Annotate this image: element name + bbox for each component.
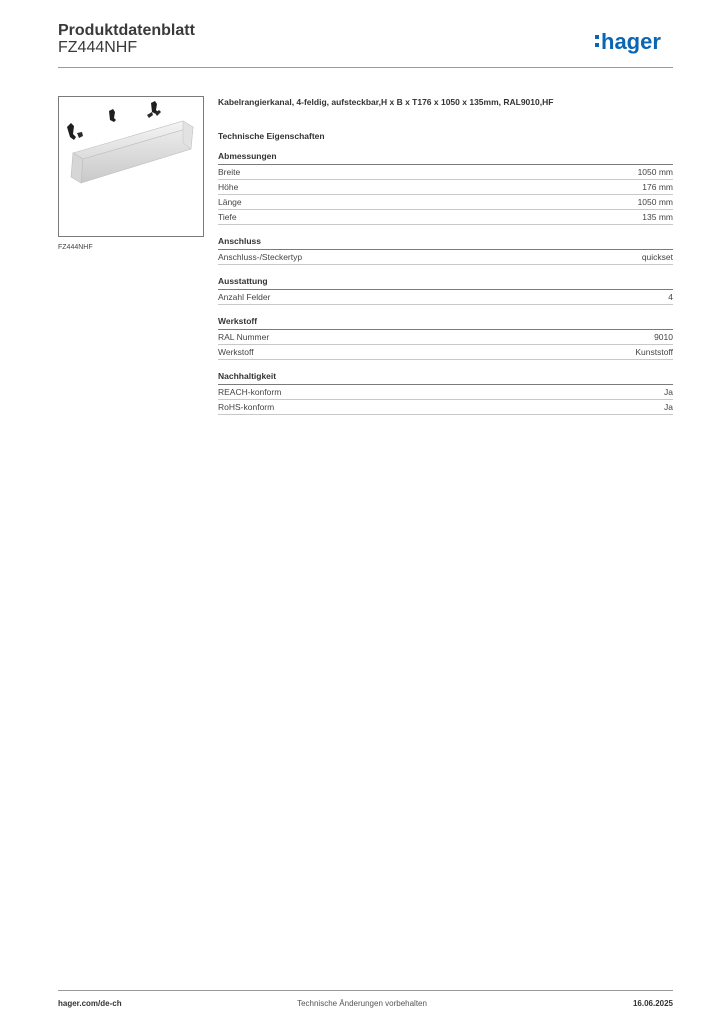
footer-notice: Technische Änderungen vorbehalten xyxy=(297,999,427,1008)
spec-label: RoHS-konform xyxy=(218,402,275,412)
spec-label: Anschluss-/Steckertyp xyxy=(218,252,303,262)
page-title: Produktdatenblatt xyxy=(58,22,195,39)
spec-value: quickset xyxy=(641,252,673,262)
product-code: FZ444NHF xyxy=(58,39,138,56)
spec-label: Tiefe xyxy=(218,212,237,222)
spec-row xyxy=(218,180,673,195)
spec-row xyxy=(218,210,673,225)
section-heading: Technische Eigenschaften xyxy=(218,131,325,141)
spec-group-anschluss xyxy=(218,235,673,265)
product-description: Kabelrangierkanal, 4-feldig, aufsteckbar,H x B x T176 x 1050 x 135mm, RAL9010,HF xyxy=(218,97,554,107)
spec-value: 1050 mm xyxy=(637,197,673,207)
footer-date: 16.06.2025 xyxy=(632,999,673,1008)
spec-row xyxy=(218,195,673,210)
spec-group-ausstattung xyxy=(218,275,673,305)
spec-group-title: Abmessungen xyxy=(218,150,673,165)
spec-label: REACH-konform xyxy=(218,387,282,397)
spec-group-nachhaltigkeit xyxy=(218,370,673,415)
spec-value: 135 mm xyxy=(642,212,673,222)
header-divider xyxy=(58,67,673,68)
spec-row xyxy=(218,345,673,360)
spec-label: RAL Nummer xyxy=(218,332,270,342)
spec-label: Länge xyxy=(218,197,242,207)
spec-row xyxy=(218,250,673,265)
logo-text: hager xyxy=(601,29,661,54)
hager-logo[interactable] xyxy=(595,25,675,59)
spec-row xyxy=(218,385,673,400)
spec-group-title: Werkstoff xyxy=(218,315,673,330)
spec-value: 4 xyxy=(668,292,673,302)
spec-group-werkstoff xyxy=(218,315,673,360)
spec-label: Anzahl Felder xyxy=(218,292,271,302)
spec-group-title: Anschluss xyxy=(218,235,673,250)
spec-row xyxy=(218,330,673,345)
image-caption: FZ444NHF xyxy=(58,244,93,251)
spec-group-title: Nachhaltigkeit xyxy=(218,370,673,385)
cable-duct-product-image xyxy=(59,97,203,236)
spec-label: Werkstoff xyxy=(218,347,254,357)
spec-group-title: Ausstattung xyxy=(218,275,673,290)
spec-group-abmessungen xyxy=(218,150,673,225)
footer-divider xyxy=(58,990,673,991)
spec-value: Ja xyxy=(664,402,673,412)
spec-label: Breite xyxy=(218,167,241,177)
spec-row xyxy=(218,165,673,180)
product-details xyxy=(218,96,673,415)
spec-value: Ja xyxy=(664,387,673,397)
footer-website-link[interactable]: hager.com/de-ch xyxy=(58,999,122,1008)
spec-value: 9010 xyxy=(654,332,673,342)
spec-value: 1050 mm xyxy=(637,167,673,177)
spec-value: Kunststoff xyxy=(635,347,673,357)
spec-row xyxy=(218,290,673,305)
spec-label: Höhe xyxy=(218,182,239,192)
spec-row xyxy=(218,400,673,415)
product-image xyxy=(58,96,204,237)
spec-value: 176 mm xyxy=(642,182,673,192)
